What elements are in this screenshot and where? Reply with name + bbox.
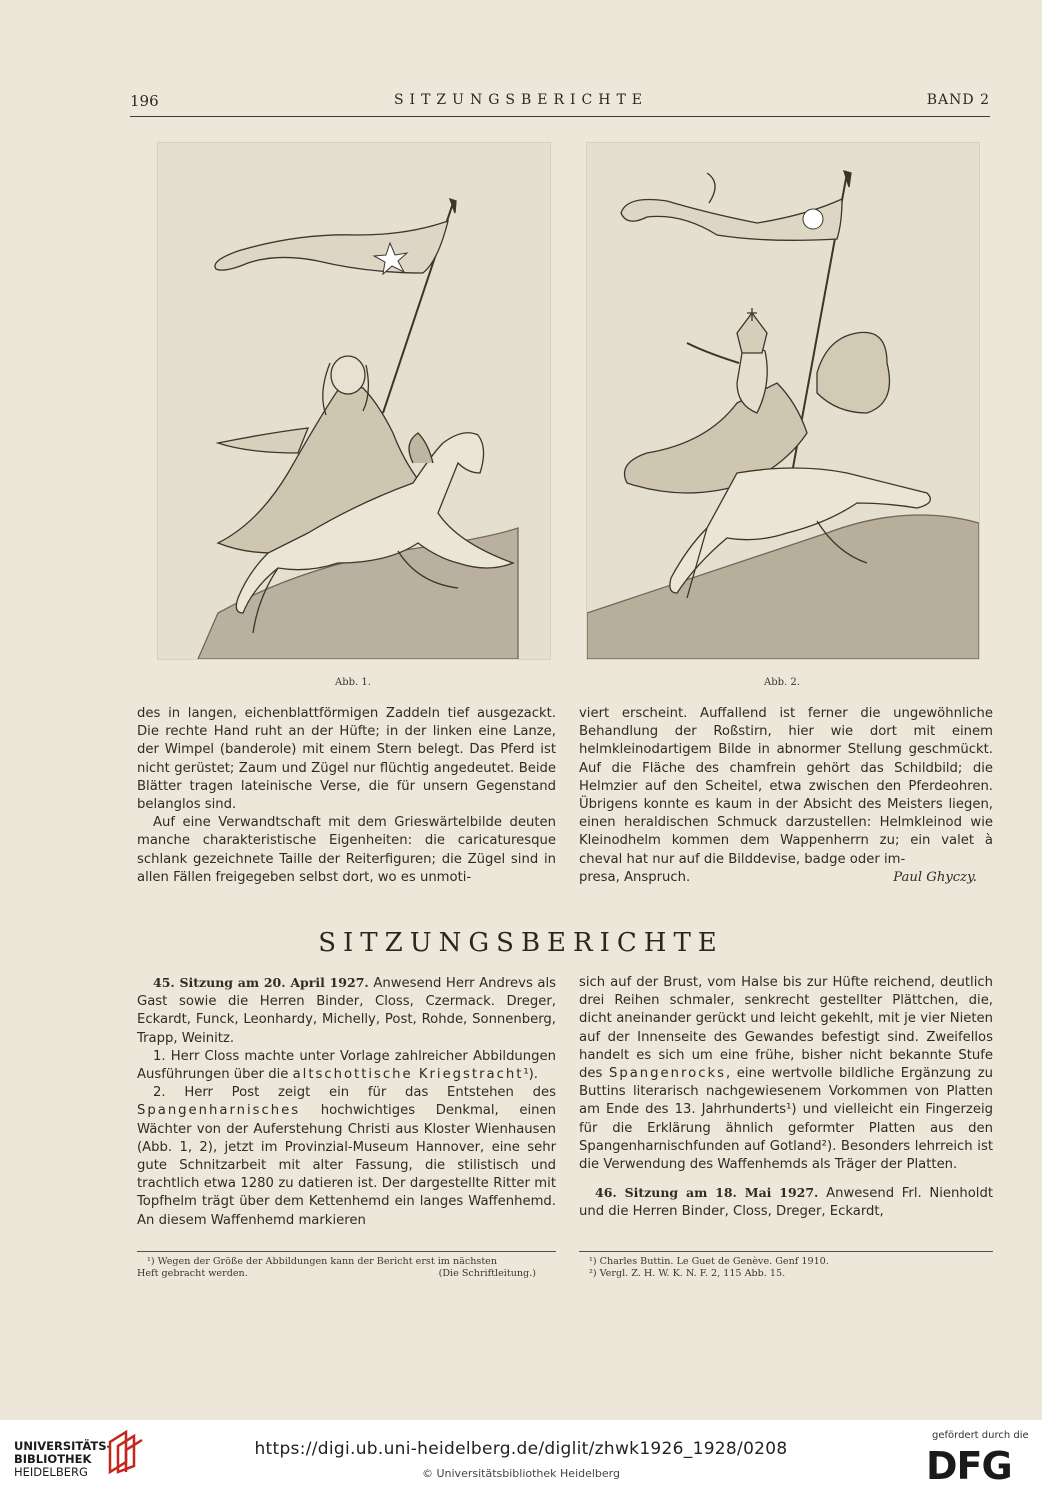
- footnotes-right: [579, 1256, 1003, 1280]
- footnote: ²) Vergl. Z. H. W. K. N. F. 2, 115 Abb. 15.: [589, 1268, 786, 1279]
- figure-2: [586, 142, 980, 660]
- dfg-logo: DFG: [926, 1444, 1012, 1488]
- paragraph: Auf eine Verwandtschaft mit dem Grieswärtelbilde deuten manche charakteristische Eigenheiten: die caricaturesque schlank gezeichnete Taille der Reiterfiguren; die Zügel sind in allen Fällen freigegeben selbst dort, wo es unmoti-: [137, 815, 556, 885]
- upper-right-column: [579, 705, 993, 887]
- library-name-line: UNIVERSITÄTS-: [14, 1439, 112, 1453]
- lower-right-column: [579, 974, 993, 1222]
- copyright-notice: © Universitätsbibliothek Heidelberg: [421, 1467, 620, 1480]
- closing-text: presa, Anspruch.: [579, 869, 691, 885]
- session-heading: 45. Sitzung am 20. April 1927.: [153, 975, 369, 990]
- emphasis-text: Spangenrocks: [608, 1066, 726, 1082]
- upper-left-column: [137, 705, 556, 887]
- paragraph: [579, 1184, 993, 1221]
- paragraph: viert erscheint. Auffallend ist ferner die ungewöhnliche Behandlung der Roßstirn, hier wie dort mit einem helmkleinodartigem Bilde in abnormer Stellung geschmückt. Auf die Fläche des chamfrein gehört das Schildbild; die Helmzier auf den Scheitel, etwa zwischen den Pferdeohren. Übrigens konnte es kaum in der Absicht des Meisters liegen, einen heraldischen Schmuck darzustellen: Helmkleinod wie Kleinodhelm kommen dem Wappenherrn zu; ein valet à cheval hat nur auf die Bilddevise, badge oder im-: [579, 706, 993, 867]
- footnote-rule-left: [137, 1251, 556, 1252]
- footnotes-left: [137, 1256, 556, 1280]
- footnote-rule-right: [579, 1251, 993, 1252]
- author-name: Paul Ghyczy.: [893, 869, 977, 885]
- paragraph-text: 2. Herr Post zeigt ein für das Entstehen des: [153, 1085, 556, 1101]
- signature-line: [579, 869, 993, 887]
- emphasis-text: altschottische Kriegstracht: [292, 1067, 524, 1083]
- library-name-line: HEIDELBERG: [14, 1465, 88, 1479]
- section-title: SITZUNGSBERICHTE: [318, 928, 724, 958]
- paragraph: [579, 974, 993, 1174]
- running-title: SITZUNGSBERICHTE: [393, 92, 649, 108]
- footnote: ¹) Wegen der Größe der Abbildungen kann der Bericht erst im nächsten: [147, 1256, 498, 1267]
- paragraph: [137, 974, 556, 1048]
- footnote: ¹) Charles Buttin. Le Guet de Genève. Genf 1910.: [589, 1256, 829, 1267]
- editor-note: (Die Schriftleitung.): [438, 1268, 536, 1279]
- emphasis-text: Spangenharnisches: [137, 1103, 301, 1119]
- paragraph-text: 1. Herr Closs machte unter Vorlage zahlreicher Abbildungen Ausführungen über die: [137, 1048, 556, 1083]
- footnote-ref: ¹).: [523, 1067, 538, 1083]
- lower-left-column: [137, 974, 556, 1230]
- rider-illustration-2: [587, 143, 979, 659]
- paragraph: des in langen, eichenblattförmigen Zaddeln tief ausgezackt. Die rechte Hand ruht an der Hüfte; in der linken eine Lanze, der Wimpel (banderole) mit einem Stern belegt. Das Pferd ist nicht gerüstet; Zaum und Zügel nur flüchtig angedeutet. Beide Blätter tragen lateinische Verse, die für unsern Gegenstand belanglos sind.: [137, 706, 556, 813]
- paragraph: [137, 1048, 556, 1084]
- header-rule: [130, 116, 990, 117]
- figure-1-caption: Abb. 1.: [335, 677, 371, 688]
- funding-note: gefördert durch die: [932, 1430, 1029, 1441]
- paragraph-text: , eine wertvolle bildliche Ergänzung zu Buttins literarisch nachgewiesenem Vorkommen von Platten am Ende des 13. Jahrhunderts¹) und vielleicht ein Fingerzeig für die Erklärung ähnlich geformter Platten aus den Spangenharnischfunden auf Gotland²). Besonders lehrreich ist die Verwendung des Waffenhemds als Träger der Platten.: [579, 1066, 993, 1173]
- paragraph: [137, 1084, 556, 1230]
- figure-1: [157, 142, 551, 660]
- volume-label: BAND 2: [926, 92, 990, 108]
- paragraph-text: hochwichtiges Denkmal, einen Wächter von der Auferstehung Christi aus Kloster Wienhausen (Abb. 1, 2), jetzt im Provinzial-Museum Hannover, eine sehr gute Schnitzarbeit mit alter Fassung, die stilistisch und trachtlich etwa 1280 zu datieren ist. Der dargestellte Ritter mit Topfhelm trägt über dem Kettenhemd ein langes Waffenhemd. An diesem Waffenhemd markieren: [137, 1103, 556, 1228]
- paragraph-text: Anwesend Frl. Nienholdt und die Herren Binder, Closs, Dreger, Eckardt,: [579, 1186, 993, 1220]
- document-url[interactable]: https://digi.ub.uni-heidelberg.de/diglit/zhwk1926_1928/0208: [254, 1439, 788, 1459]
- library-name-line: BIBLIOTHEK: [14, 1452, 92, 1466]
- page-number: 196: [130, 92, 159, 110]
- paragraph-text: sich auf der Brust, vom Halse bis zur Hüfte reichend, deutlich drei Reihen schmaler, senkrecht gestellter Plättchen, die, dicht aneinander gerückt und leicht gekehlt, mit je vier Nieten auf der Innenseite des Gewandes befestigt sind. Zweifellos handelt es sich um eine frühe, bisher nicht bekannte Stufe des: [579, 975, 993, 1082]
- rider-illustration-1: [158, 143, 550, 659]
- session-heading: 46. Sitzung am 18. Mai 1927.: [595, 1185, 819, 1201]
- footnote: [137, 1268, 556, 1280]
- paragraph-text: Anwesend Herr Andrevs als Gast sowie die Herren Binder, Closs, Czermack. Dreger, Eckardt, Funck, Leonhardy, Michelly, Post, Rohde, Sonnenberg, Trapp, Weinitz.: [137, 976, 557, 1046]
- figure-2-caption: Abb. 2.: [764, 677, 800, 688]
- footnote-text: Heft gebracht werden.: [137, 1268, 248, 1279]
